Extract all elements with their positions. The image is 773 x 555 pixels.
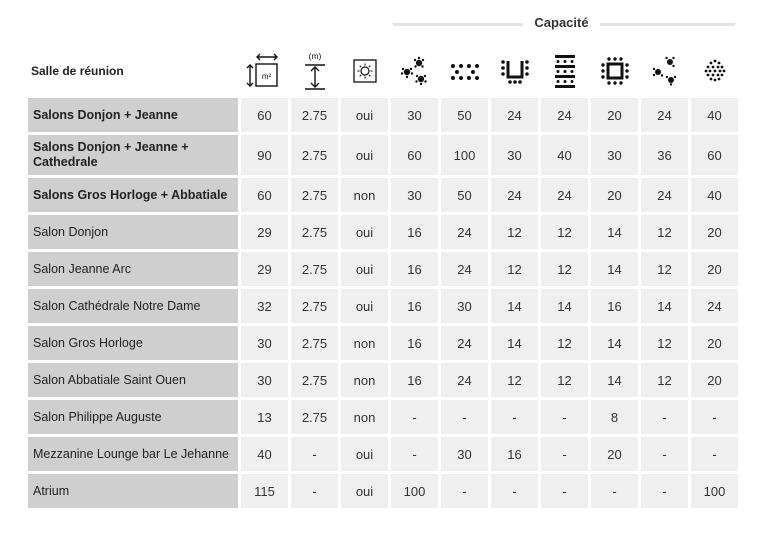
table-row (28, 289, 738, 323)
classroom-cell: 12 (541, 363, 588, 397)
cocktail-layout-icon (700, 56, 730, 86)
cabaret-cell: 24 (641, 98, 688, 132)
cabaret-cell: 12 (641, 326, 688, 360)
banquet-cell: 60 (391, 135, 438, 175)
table-row (28, 326, 738, 360)
boardroom-cell: 14 (591, 252, 638, 286)
theatre-cell: 24 (441, 252, 488, 286)
banquet-column-header (391, 47, 438, 95)
banquet-cell: 30 (391, 98, 438, 132)
boardroom-cell: - (591, 474, 638, 508)
table-row (28, 215, 738, 249)
room-name: Salon Philippe Auguste (28, 400, 238, 434)
room-name: Salon Cathédrale Notre Dame (28, 289, 238, 323)
capacity-header (393, 14, 735, 34)
room-name: Atrium (28, 474, 238, 508)
banquet-cell: - (391, 400, 438, 434)
boardroom-cell: 30 (591, 135, 638, 175)
meeting-rooms-table (25, 44, 741, 511)
theatre-layout-icon (448, 56, 482, 86)
theatre-cell: 30 (441, 289, 488, 323)
area-cell: 30 (241, 326, 288, 360)
cocktail-cell: 24 (691, 289, 738, 323)
cocktail-cell: 20 (691, 215, 738, 249)
banquet-cell: 16 (391, 215, 438, 249)
theatre-cell: 24 (441, 363, 488, 397)
height-unit-label: (m) (308, 51, 321, 61)
classroom-cell: - (541, 437, 588, 471)
u-shape-column-header (491, 47, 538, 95)
cocktail-cell: 20 (691, 326, 738, 360)
room-name: Salons Gros Horloge + Abbatiale (28, 178, 238, 212)
theatre-cell: 50 (441, 178, 488, 212)
classroom-cell: 24 (541, 98, 588, 132)
table-row (28, 178, 738, 212)
height-cell: 2.75 (291, 400, 338, 434)
room-column-header: Salle de réunion (28, 47, 238, 95)
theatre-cell: 50 (441, 98, 488, 132)
height-cell: 2.75 (291, 252, 338, 286)
daylight-icon (350, 56, 380, 86)
cabaret-cell: 36 (641, 135, 688, 175)
u-shape-cell: 30 (491, 135, 538, 175)
u-shape-layout-icon (498, 55, 532, 87)
u-shape-cell: 14 (491, 289, 538, 323)
banquet-cell: 100 (391, 474, 438, 508)
daylight-cell: oui (341, 252, 388, 286)
cabaret-cell: 14 (641, 289, 688, 323)
u-shape-cell: 12 (491, 252, 538, 286)
room-name: Salon Donjon (28, 215, 238, 249)
height-cell: 2.75 (291, 215, 338, 249)
daylight-cell: non (341, 400, 388, 434)
banquet-cell: 16 (391, 363, 438, 397)
cabaret-cell: - (641, 437, 688, 471)
cabaret-layout-icon (649, 54, 681, 88)
theatre-cell: 30 (441, 437, 488, 471)
boardroom-cell: 20 (591, 178, 638, 212)
classroom-cell: - (541, 474, 588, 508)
capacity-label: Capacité (534, 15, 589, 30)
area-cell: 32 (241, 289, 288, 323)
classroom-cell: 12 (541, 252, 588, 286)
theatre-cell: - (441, 474, 488, 508)
boardroom-layout-icon (599, 55, 631, 87)
height-cell: 2.75 (291, 178, 338, 212)
classroom-layout-icon (550, 52, 580, 90)
boardroom-cell: 8 (591, 400, 638, 434)
classroom-cell: 24 (541, 178, 588, 212)
u-shape-cell: 12 (491, 363, 538, 397)
u-shape-cell: 12 (491, 215, 538, 249)
cabaret-cell: 12 (641, 252, 688, 286)
banquet-cell: 16 (391, 252, 438, 286)
banquet-cell: - (391, 437, 438, 471)
table-row (28, 363, 738, 397)
cocktail-cell: 20 (691, 363, 738, 397)
daylight-cell: non (341, 363, 388, 397)
height-cell: 2.75 (291, 326, 338, 360)
room-name: Salons Donjon + Jeanne + Cathedrale (28, 135, 238, 175)
table-row (28, 252, 738, 286)
classroom-cell: 14 (541, 289, 588, 323)
banquet-cell: 16 (391, 289, 438, 323)
banquet-layout-icon (398, 54, 432, 88)
cabaret-cell: - (641, 400, 688, 434)
table-row (28, 135, 738, 175)
classroom-cell: 12 (541, 326, 588, 360)
cocktail-cell: 40 (691, 98, 738, 132)
classroom-cell: 12 (541, 215, 588, 249)
cocktail-cell: - (691, 400, 738, 434)
boardroom-cell: 20 (591, 98, 638, 132)
daylight-cell: oui (341, 437, 388, 471)
area-cell: 60 (241, 98, 288, 132)
height-cell: 2.75 (291, 363, 338, 397)
classroom-column-header (541, 47, 588, 95)
boardroom-cell: 20 (591, 437, 638, 471)
height-cell: 2.75 (291, 135, 338, 175)
cocktail-cell: 20 (691, 252, 738, 286)
daylight-cell: oui (341, 215, 388, 249)
table-row (28, 98, 738, 132)
area-cell: 40 (241, 437, 288, 471)
daylight-cell: non (341, 178, 388, 212)
height-cell: - (291, 474, 338, 508)
classroom-cell: 40 (541, 135, 588, 175)
capacity-divider-left (393, 23, 523, 26)
classroom-cell: - (541, 400, 588, 434)
boardroom-cell: 14 (591, 215, 638, 249)
boardroom-cell: 16 (591, 289, 638, 323)
area-cell: 90 (241, 135, 288, 175)
banquet-cell: 16 (391, 326, 438, 360)
u-shape-cell: 24 (491, 178, 538, 212)
area-cell: 29 (241, 215, 288, 249)
area-cell: 60 (241, 178, 288, 212)
height-cell: - (291, 437, 338, 471)
cocktail-cell: - (691, 437, 738, 471)
theatre-cell: 100 (441, 135, 488, 175)
cabaret-cell: 12 (641, 363, 688, 397)
area-column-header (241, 47, 288, 95)
area-cell: 115 (241, 474, 288, 508)
daylight-cell: non (341, 326, 388, 360)
theatre-cell: - (441, 400, 488, 434)
cocktail-cell: 60 (691, 135, 738, 175)
room-name: Salon Gros Horloge (28, 326, 238, 360)
table-row (28, 437, 738, 471)
room-name: Mezzanine Lounge bar Le Jehanne (28, 437, 238, 471)
u-shape-cell: - (491, 400, 538, 434)
daylight-cell: oui (341, 98, 388, 132)
banquet-cell: 30 (391, 178, 438, 212)
table-header-row (28, 47, 738, 95)
capacity-divider-right (600, 23, 735, 26)
cabaret-column-header (641, 47, 688, 95)
daylight-cell: oui (341, 474, 388, 508)
cabaret-cell: - (641, 474, 688, 508)
area-cell: 30 (241, 363, 288, 397)
area-cell: 13 (241, 400, 288, 434)
height-cell: 2.75 (291, 98, 338, 132)
theatre-cell: 24 (441, 215, 488, 249)
daylight-column-header (341, 47, 388, 95)
area-m2-icon (245, 52, 285, 90)
boardroom-cell: 14 (591, 326, 638, 360)
height-cell: 2.75 (291, 289, 338, 323)
u-shape-cell: 14 (491, 326, 538, 360)
u-shape-cell: 16 (491, 437, 538, 471)
boardroom-cell: 14 (591, 363, 638, 397)
u-shape-cell: - (491, 474, 538, 508)
table-row (28, 474, 738, 508)
cabaret-cell: 24 (641, 178, 688, 212)
theatre-column-header (441, 47, 488, 95)
daylight-cell: oui (341, 289, 388, 323)
ceiling-height-icon (295, 51, 335, 91)
room-name: Salon Abbatiale Saint Ouen (28, 363, 238, 397)
daylight-cell: oui (341, 135, 388, 175)
height-column-header (291, 47, 338, 95)
boardroom-column-header (591, 47, 638, 95)
area-cell: 29 (241, 252, 288, 286)
room-name: Salons Donjon + Jeanne (28, 98, 238, 132)
cocktail-cell: 100 (691, 474, 738, 508)
theatre-cell: 24 (441, 326, 488, 360)
cocktail-column-header (691, 47, 738, 95)
room-name: Salon Jeanne Arc (28, 252, 238, 286)
u-shape-cell: 24 (491, 98, 538, 132)
area-unit-label: m² (261, 72, 271, 81)
table-row (28, 400, 738, 434)
cabaret-cell: 12 (641, 215, 688, 249)
cocktail-cell: 40 (691, 178, 738, 212)
